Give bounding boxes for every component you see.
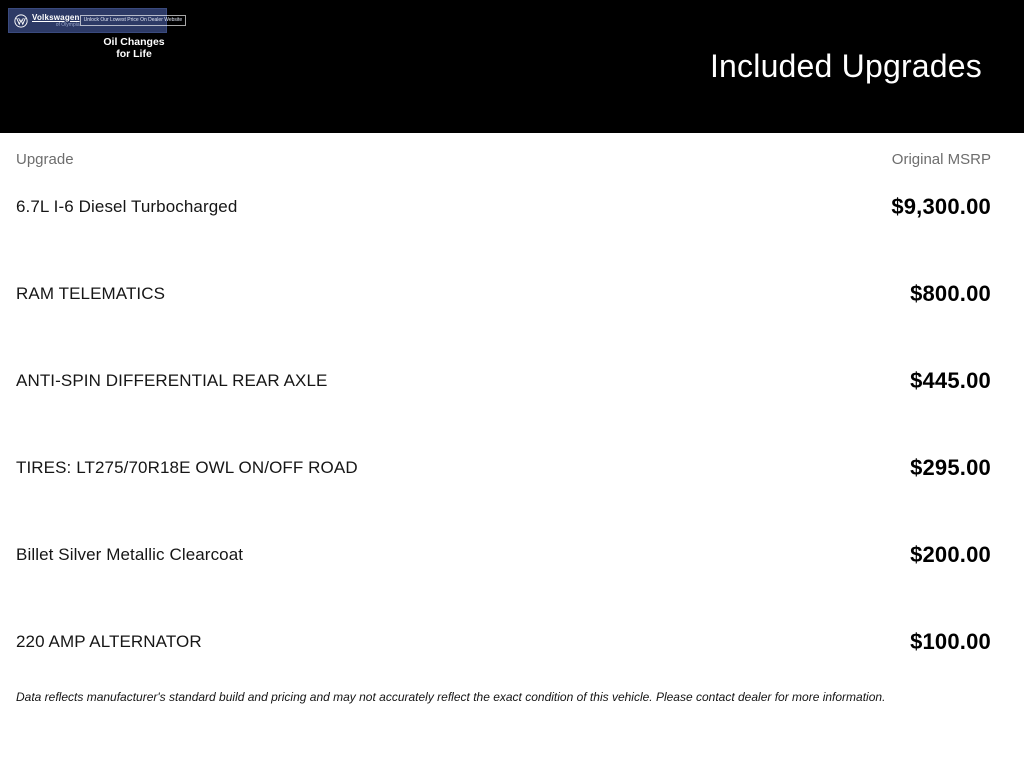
tagline-line-1: Oil Changes — [103, 36, 165, 48]
upgrade-price: $9,300.00 — [891, 193, 991, 219]
upgrade-price: $295.00 — [910, 454, 991, 480]
table-header-row — [16, 133, 991, 168]
table-row — [16, 424, 991, 511]
table-row — [16, 511, 991, 598]
dealer-ad-banner[interactable] — [8, 8, 183, 33]
column-header-upgrade: Upgrade — [16, 150, 74, 168]
column-header-msrp: Original MSRP — [891, 150, 991, 168]
dealer-brand-subtext: of Olympia — [55, 21, 80, 28]
tagline-line-2: for Life — [116, 47, 152, 60]
upgrade-price: $445.00 — [910, 367, 991, 393]
upgrade-price: $200.00 — [910, 541, 991, 567]
table-row — [16, 598, 991, 685]
banner-cta-button[interactable]: Unlock Our Lowest Price On Dealer Website — [80, 15, 187, 26]
upgrade-name: TIRES: LT275/70R18E OWL ON/OFF ROAD — [16, 457, 358, 477]
upgrade-name: 6.7L I-6 Diesel Turbocharged — [16, 196, 238, 216]
table-row — [16, 250, 991, 337]
page-title: Included Upgrades — [709, 48, 982, 84]
disclaimer-text: Data reflects manufacturer's standard build and pricing and may not accurately reflect the exact condition of this vehicle. Please contact dealer for more information. — [16, 690, 886, 704]
table-row — [16, 163, 991, 250]
upgrade-name: 220 AMP ALTERNATOR — [16, 631, 202, 651]
included-upgrades-table — [0, 133, 1024, 685]
dealer-brand-name: Volkswagen — [32, 12, 80, 22]
vw-logo-icon — [14, 14, 28, 28]
oil-changes-tagline — [100, 37, 168, 60]
dealer-brand-block — [32, 14, 80, 28]
upgrade-price: $800.00 — [910, 280, 991, 306]
upgrade-name: Billet Silver Metallic Clearcoat — [16, 544, 244, 564]
page-header — [0, 0, 1024, 133]
upgrade-name: ANTI-SPIN DIFFERENTIAL REAR AXLE — [16, 370, 328, 390]
upgrade-name: RAM TELEMATICS — [16, 283, 166, 303]
upgrade-price: $100.00 — [910, 628, 991, 654]
table-row — [16, 337, 991, 424]
